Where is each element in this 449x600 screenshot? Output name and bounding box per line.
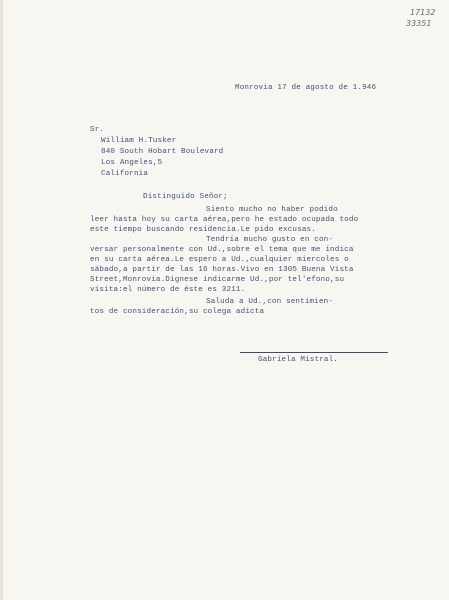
body-line: Tendría mucho gusto en con- xyxy=(206,236,334,244)
body-line: Siento mucho no haber podido xyxy=(206,206,338,214)
signature: Gabriela Mistral. xyxy=(258,356,339,364)
body-line: visita:el número de éste es 3211. xyxy=(90,286,246,294)
body-line: leer hasta hoy su carta aérea,pero he estado ocupada todo xyxy=(90,216,359,224)
recipient-address-2: Los Angeles,5 xyxy=(101,159,163,167)
archive-note-1: 17132 xyxy=(410,8,436,17)
body-line: tos de consideración,su colega adicta xyxy=(90,308,265,316)
body-line: Street,Monrovia.Dignese indicarme Ud.,por tel'efono,su xyxy=(90,276,345,284)
body-line: sábado,a partir de las 16 horas.Vivo en 1305 Buena Vista xyxy=(90,266,354,274)
body-line: este tiempo buscando residencia.Le pido excusas. xyxy=(90,226,316,234)
recipient-title: Sr. xyxy=(90,126,105,134)
recipient-name: William H.Tusker xyxy=(101,137,177,145)
place-date: Monrovia 17 de agosto de 1.946 xyxy=(235,84,377,92)
recipient-address-3: California xyxy=(101,170,149,178)
body-line: versar personalmente con Ud.,sobre el tema que me indica xyxy=(90,246,354,254)
page-edge xyxy=(0,0,3,600)
body-line: en su carta aérea.Le espero a Ud.,cualquier miercoles o xyxy=(90,256,349,264)
recipient-address-1: 840 South Hobart Boulevard xyxy=(101,148,224,156)
body-line: Saluda a Ud.,con sentimien- xyxy=(206,298,334,306)
signature-rule xyxy=(240,352,388,353)
archive-note-2: 33351 xyxy=(406,19,432,28)
greeting: Distinguido Señor; xyxy=(143,193,228,201)
